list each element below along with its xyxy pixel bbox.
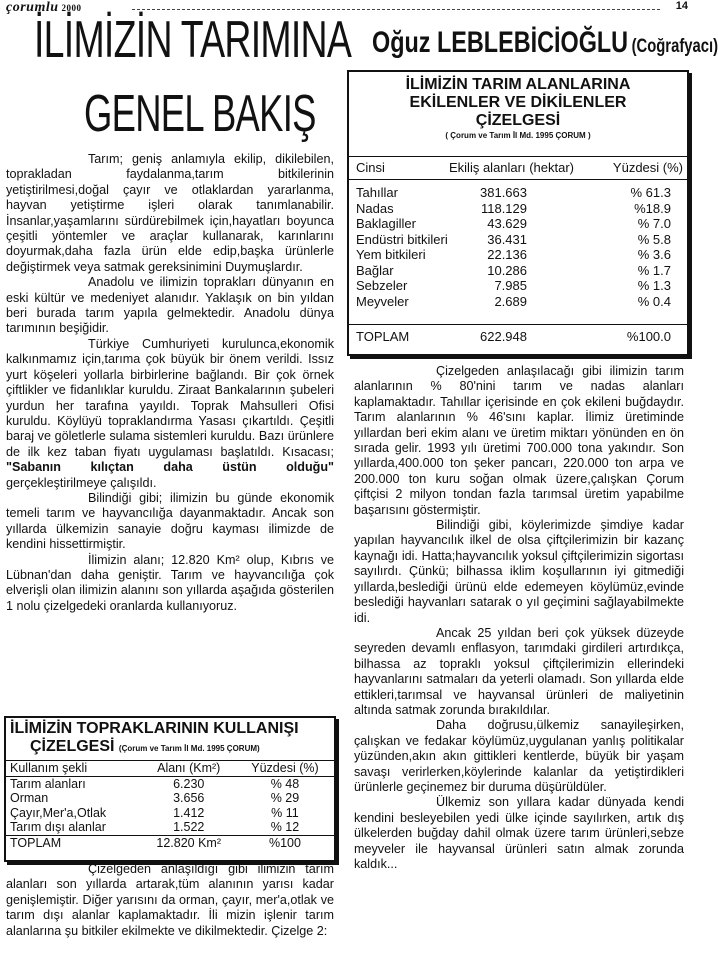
table2-total-row bbox=[6, 835, 334, 850]
table-row bbox=[6, 820, 334, 835]
table1-total-row bbox=[349, 324, 687, 349]
col-header: Kullanım şekli bbox=[6, 761, 141, 777]
row-type: Nadas bbox=[356, 200, 394, 216]
article-title-line1: İLİMİZİN TARIMINA bbox=[34, 11, 352, 69]
table1-title-line: İLİMİZİN TARIM ALANLARINA bbox=[405, 76, 631, 93]
row-type: Endüstri bitkileri bbox=[356, 231, 448, 247]
table2-source: (Çorum ve Tarım İl Md. 1995 ÇORUM) bbox=[118, 744, 260, 753]
table-row bbox=[349, 278, 687, 294]
crop-areas-table bbox=[347, 70, 689, 356]
table2-title-word: ÇİZELGESİ bbox=[30, 738, 115, 755]
table-row bbox=[6, 806, 334, 821]
page-number: 14 bbox=[675, 0, 688, 12]
right-column-text bbox=[354, 364, 684, 872]
cell: 1.522 bbox=[173, 820, 205, 834]
cell: Çayır,Mer'a,Otlak bbox=[10, 805, 107, 820]
cell: % 11 bbox=[271, 805, 299, 820]
left-column-text bbox=[6, 152, 334, 614]
row-type: Baklagiller bbox=[356, 216, 416, 231]
paragraph: Çizelgeden anlaşıldığı gibi ilimizin tarım alanları son yıllarda artarak,tüm alanının yarısı kadar genişlemiştir. Diğer yarısını da orman, çayır, mer'a,otlak ve tarım dışı alanlar kaplamaktadır. İli mizin işlenir tarım alanlarına şu bitkiler ekilmekte ve dikilmektedir. Çizelge 2: bbox=[6, 862, 334, 938]
row-percent: % 61.3 bbox=[630, 185, 671, 200]
cell: TOPLAM bbox=[6, 835, 141, 850]
table1-col-percent: Yüzdesi (%) bbox=[612, 160, 683, 175]
paragraph: Bilindiği gibi; ilimizin bu günde ekonomik temeli tarım ve hayvancılığa dayanmaktadır. Ancak son yıllarda ülkemizin sanayie doğru kayması ilimizde de kendini hissettirmiştir. bbox=[6, 490, 334, 552]
table2-grid bbox=[6, 760, 334, 850]
table2-subtitle bbox=[30, 738, 334, 756]
table-row bbox=[349, 263, 687, 279]
row-type: Yem bitkileri bbox=[356, 247, 426, 262]
row-area: 2.689 bbox=[494, 293, 527, 309]
land-use-table bbox=[4, 716, 336, 862]
paragraph: Anadolu ve ilimizin toprakları dünyanın en eski kültür ve medeniyet alanıdır. Yaklaşık on bin yıldan beri burada tarım yapıla gelmektedir. Anadolu dünya tarımının beşiğidir. bbox=[6, 275, 334, 336]
total-percent: %100.0 bbox=[626, 329, 671, 344]
cell: 1.412 bbox=[173, 805, 205, 820]
paragraph: Ancak 25 yıldan beri çok yüksek düzeyde seyreden devamlı enflasyon, tarımdaki girdileri artırdıkça, bilhassa az topraklı yoksul çiftçilerimizin ellerindeki hayvanlarını satmaları da yeterli olamadı. Son yıllarda elde ettikleri,tarımsal ve hayvansal ürünleri de maliyetinin altında satmak zorunda bırakıldılar. bbox=[354, 625, 684, 717]
paragraph: Daha doğrusu,ülkemiz sanayileşirken, çalışkan ve fedakar köylümüz,uygulanan yanlış politikalar yüzünden,akın akın gittikleri kentlerde, büyük bir yaşam savaşı verirlerken,köylerinde kalanlar da yetiştirdikleri ürünlerle geçinemez bir duruma düşürüldüler. bbox=[354, 718, 684, 794]
row-type: Meyveler bbox=[356, 293, 409, 309]
cell: Tarım alanları bbox=[10, 776, 86, 791]
row-area: 381.663 bbox=[480, 185, 527, 200]
paragraph: Tarım; geniş anlamıyla ekilip, dikilebilen, toprakladan faydalanma,tarım bitkilerinin yetiştirilmesi,doğal çayır ve otlaklardan yararlanma, hayvan yetiştirme işleri olarak tanımlanabilir. İnsanlar,yaşamlarını sürdürebilmek için,hayatları boyunca çeşitli yöntemler ve araçlar kullanarak, karınlarını doyurmak,daha fazla ürün elde edip,başka ürünlerle değiştirmek veya satmak gereksinimini Duymuşlardır. bbox=[6, 152, 334, 274]
table1-title-line: ÇİZELGESİ bbox=[475, 112, 561, 129]
table1-source: ( Çorum ve Tarım İl Md. 1995 ÇORUM ) bbox=[445, 131, 591, 140]
paragraph bbox=[6, 337, 334, 491]
author-role: (Coğrafyacı) bbox=[631, 36, 718, 57]
paragraph: İlimizin alanı; 12.820 Km² olup, Kıbrıs ve Lübnan'dan daha geniştir. Tarım ve hayvancılığa çok elverişli olan ilimizin alanını son yıllarda aşağıda gösterilen 1 nolu çizelgedeki oranlarda kullanıyoruz. bbox=[6, 552, 334, 613]
table-row bbox=[349, 216, 687, 232]
table-row bbox=[349, 185, 687, 201]
row-area: 36.431 bbox=[487, 231, 527, 247]
table2-header-row bbox=[6, 761, 334, 777]
total-area: 622.948 bbox=[480, 329, 527, 344]
cell: 12.820 Km² bbox=[141, 835, 235, 850]
row-percent: % 1.3 bbox=[637, 278, 671, 293]
row-percent: % 0.4 bbox=[637, 293, 671, 309]
row-area: 118.129 bbox=[480, 200, 527, 216]
cell: Orman bbox=[10, 791, 49, 805]
left-bottom-text bbox=[6, 862, 334, 939]
author-name: Oğuz LEBLEBİCİOĞLU bbox=[372, 26, 629, 59]
masthead-year: 2000 bbox=[61, 3, 82, 13]
table1-header-row bbox=[349, 156, 687, 180]
paragraph-text: gerçekleştirilmeye çalışıldı. bbox=[6, 475, 157, 490]
table-row bbox=[349, 232, 687, 248]
table1-col-area: Ekiliş alanları (hektar) bbox=[449, 160, 574, 175]
row-area: 22.136 bbox=[487, 247, 527, 262]
table-row bbox=[6, 776, 334, 791]
cell: 6.230 bbox=[173, 776, 205, 791]
cell: %100 bbox=[236, 835, 334, 850]
cell: 3.656 bbox=[173, 791, 205, 805]
row-percent: % 7.0 bbox=[637, 216, 671, 231]
table-row bbox=[349, 247, 687, 263]
paragraph-text: Türkiye Cumhuriyeti kurulunca,ekonomik kalkınmamız için,tarıma çok büyük bir önem verildi. Issız yurt köşeleri yollarla birbirlerine bağlandı. Bir çok örnek çiftlikler ve fidanlıklar kuruldu. Ziraat Bankalarının şubeleri yurdun her tarafına yayıldı. Toprak Mahsulleri Ofisi kuruldu. Köylüyü topraklandırma Yasası çıkartıldı. Çeşitli baraj ve göletlerle sulama sistemleri kuruldu. Bazı ürünlere de ilk kez taban fiyatı uygulaması başlatıldı. Kısacası; bbox=[6, 336, 334, 459]
cell: % 12 bbox=[270, 820, 300, 834]
table1-title bbox=[349, 76, 687, 130]
table-row bbox=[6, 791, 334, 806]
paragraph: Çizelgeden anlaşılacağı gibi ilimizin tarım alanlarının % 80'nini tarım ve nadas alanları kaplamaktadır. Tahıllar içerisinde en çok ekileni buğdaydır. Tarım alanlarının % 46'sını kaplar. İlimiz üretiminde yıllardan beri ekim alanı ve üretim miktarı yönünden en ön sırada gelir. 1993 yılı üretimi 700.000 tona yakındır. Son yıllarda,400.000 ton şeker pancarı, 220.000 ton arpa ve 200.000 ton kuru soğan olmak üzere,çalışkan Çorum çiftçisi 2 milyon tondan fazla tarımsal üretim yapabilme başarısını göstermiştir. bbox=[354, 364, 684, 517]
row-area: 7.985 bbox=[494, 278, 527, 293]
row-area: 43.629 bbox=[487, 216, 527, 231]
masthead-name: çorumlu bbox=[6, 0, 59, 15]
quote-bold: "Sabanın kılıçtan daha üstün olduğu" bbox=[6, 460, 334, 475]
col-header: Yüzdesi (%) bbox=[236, 761, 334, 777]
table1-title-line: EKİLENLER VE DİKİLENLER bbox=[409, 94, 627, 111]
table1-col-type: Cinsi bbox=[356, 160, 385, 175]
article-title-line2: GENEL BAKIŞ bbox=[84, 85, 316, 143]
cell: % 48 bbox=[270, 776, 300, 791]
col-header: Alanı (Km²) bbox=[141, 761, 235, 777]
paragraph: Bilindiği gibi, köylerimizde şimdiye kadar yapılan hayvancılık ilkel de olsa çiftçilerimizin bir kazanç kaynağı idi. Hatta;hayvancılık yoksul çiftçilerimizin sigortası sayılırdı. Çünkü; bilhassa iklim koşullarının iyi gitmediği yıllarda,beslediği ürünü elde edemeyen köylümüz,evinde beslediği hayvanları satarak o yıl geçimini sağlayabilmekte idi. bbox=[354, 518, 684, 625]
row-percent: % 5.8 bbox=[637, 231, 671, 247]
table2-title: İLİMİZİN TOPRAKLARININ KULLANIŞI bbox=[10, 720, 299, 737]
row-type: Tahıllar bbox=[356, 185, 398, 200]
cell: % 29 bbox=[270, 791, 300, 805]
row-type: Sebzeler bbox=[356, 278, 408, 293]
table1-body bbox=[349, 185, 687, 309]
total-label: TOPLAM bbox=[356, 329, 410, 344]
paragraph: Ülkemiz son yıllara kadar dünyada kendi kendini besleyebilen yedi ülke içinde sayılırken, artık dış ülkelerden buğday dahil olmak üzere tarım ürünleri,sebze meyveler ile hayvansal ürünleri satın almak zorunda kaldık... bbox=[354, 795, 684, 871]
row-percent: %18.9 bbox=[634, 200, 671, 216]
author-byline bbox=[372, 26, 718, 60]
table-row bbox=[349, 201, 687, 217]
cell: Tarım dışı alanlar bbox=[10, 820, 106, 834]
table-row bbox=[349, 294, 687, 310]
row-percent: % 3.6 bbox=[637, 247, 671, 262]
row-area: 10.286 bbox=[487, 262, 527, 278]
row-type: Bağlar bbox=[356, 262, 394, 278]
row-percent: % 1.7 bbox=[637, 262, 671, 278]
